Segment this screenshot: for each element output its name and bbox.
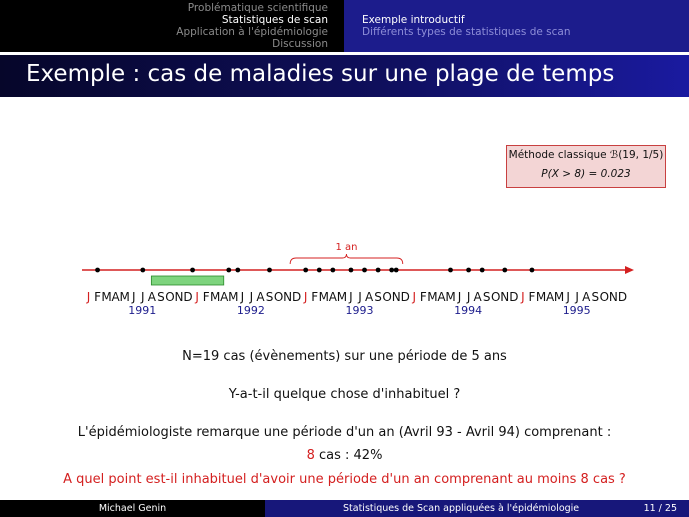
month-label: J (358, 290, 362, 304)
case-dot (317, 268, 322, 273)
month-label: F (202, 290, 210, 304)
month-label: A (256, 290, 265, 304)
case-dot (466, 268, 471, 273)
question-text: Y-a-t-il quelque chose d'inhabituel ? (228, 387, 461, 402)
month-label: A (220, 290, 229, 304)
footer (0, 500, 689, 517)
month-label: M (101, 290, 112, 304)
month-label: M (119, 290, 130, 304)
case-dot (190, 268, 195, 273)
month-label: D (183, 290, 193, 304)
month-label: M (553, 290, 565, 304)
month-label: N (608, 290, 618, 304)
observation-text: L'épidémiologiste remarque une période d'un an (Avril 93 - Avril 94) comprenant : (77, 425, 612, 440)
case-dot (394, 268, 399, 273)
year-label: 1993 (345, 304, 374, 317)
year-label: 1994 (454, 304, 483, 317)
month-label: F (311, 290, 319, 304)
year-labels (128, 304, 590, 317)
month-label: D (292, 290, 302, 304)
case-dot (226, 268, 231, 273)
month-label: D (617, 290, 628, 304)
month-label: D (400, 290, 410, 304)
month-label: J (141, 290, 145, 304)
period-count-line (0, 448, 689, 463)
top-navigation (0, 0, 689, 52)
case-dot (389, 268, 394, 273)
month-label: J (349, 290, 353, 304)
nav-subsection-types[interactable]: Différents types de statistiques de scan (362, 26, 571, 38)
month-label: O (273, 290, 284, 304)
month-label: M (228, 290, 239, 304)
case-dot (448, 268, 453, 273)
method-box-line2: P(X > 8) = 0.023 (541, 168, 631, 180)
month-label: J (466, 290, 471, 304)
month-label: S (374, 290, 382, 304)
month-label: N (500, 290, 510, 304)
month-label: J (566, 290, 570, 304)
case-dot (330, 268, 335, 273)
method-box-line1: Méthode classique ℬ(19, 1/5) (508, 149, 664, 161)
page-number: 11 / 25 (643, 503, 677, 514)
year-label: 1991 (128, 304, 157, 317)
month-label: A (328, 290, 337, 304)
month-label: N (391, 290, 401, 304)
bracket-label: 1 an (335, 242, 358, 253)
month-label: J (131, 290, 136, 304)
month-label: M (427, 290, 438, 304)
case-dot (95, 268, 100, 273)
month-label: M (210, 290, 221, 304)
month-label: O (165, 290, 175, 304)
month-label: J (249, 290, 254, 304)
month-label: O (491, 290, 501, 304)
year-label: 1992 (236, 304, 265, 317)
month-label: F (528, 290, 536, 304)
month-label: J (86, 290, 91, 304)
key-question-text: A quel point est-il inhabituel d'avoir une période d'un an comprenant au moins 8 cas ? (63, 472, 626, 487)
month-label: O (382, 290, 392, 304)
month-label: J (457, 290, 462, 304)
nav-subsection-exemple[interactable]: Exemple introductif (362, 14, 465, 26)
slide-title: Exemple : cas de maladies sur une plage de temps (26, 61, 615, 87)
nav-section-statistiques[interactable]: Statistiques de scan (221, 14, 328, 26)
month-label: O (599, 290, 610, 304)
month-label: A (473, 290, 482, 304)
case-dot (140, 268, 145, 273)
slide-title-bar (0, 55, 689, 97)
month-label: A (437, 290, 446, 304)
month-label: F (94, 290, 102, 304)
case-timeline (0, 236, 689, 326)
month-label: J (521, 290, 525, 304)
one-year-bracket (290, 254, 403, 264)
month-label: J (195, 290, 199, 304)
footer-presentation-title: Statistiques de Scan appliquées à l'épidémiologie (343, 503, 580, 514)
month-label: J (412, 290, 417, 304)
case-dot (235, 268, 240, 273)
timeline-arrowhead (625, 266, 634, 274)
year-label: 1995 (562, 304, 591, 317)
month-label: J (575, 290, 579, 304)
month-label: A (147, 290, 156, 304)
month-labels (86, 290, 627, 304)
section-navigation (0, 0, 344, 52)
month-label: D (509, 290, 519, 304)
nav-section-application[interactable]: Application à l'épidémiologie (176, 26, 328, 38)
case-dot (480, 268, 485, 273)
month-label: A (364, 290, 374, 304)
month-label: S (157, 290, 165, 304)
footer-title-bar (265, 500, 689, 517)
month-label: M (535, 290, 547, 304)
period-case-count: 8 (306, 448, 315, 463)
case-dot (349, 268, 354, 273)
bracket-path (290, 254, 403, 264)
month-label: A (111, 290, 120, 304)
month-label: M (318, 290, 329, 304)
case-dot (530, 268, 535, 273)
month-label: N (283, 290, 293, 304)
month-label: A (582, 290, 591, 304)
month-label: F (419, 290, 427, 304)
case-dot (362, 268, 367, 273)
nav-section-problematique[interactable]: Problématique scientifique (187, 2, 328, 14)
month-label: S (482, 290, 491, 304)
month-label: A (545, 290, 555, 304)
highlight-period (151, 276, 223, 285)
month-label: M (336, 290, 348, 304)
month-label: S (591, 290, 600, 304)
month-label: J (240, 290, 245, 304)
month-label: N (174, 290, 184, 304)
case-dot (267, 268, 272, 273)
case-dot (303, 268, 308, 273)
case-dot (376, 268, 381, 273)
footer-author: Michael Genin (98, 503, 167, 514)
case-count-text: N=19 cas (évènements) sur une période de 5 ans (182, 349, 507, 364)
month-label: S (265, 290, 274, 304)
nav-section-discussion[interactable]: Discussion (272, 38, 328, 50)
method-box (506, 145, 666, 188)
period-percentage: cas : 42% (314, 448, 383, 463)
month-label: M (445, 290, 456, 304)
subsection-navigation (344, 0, 689, 52)
case-dot (502, 268, 507, 273)
month-label: J (303, 290, 308, 304)
